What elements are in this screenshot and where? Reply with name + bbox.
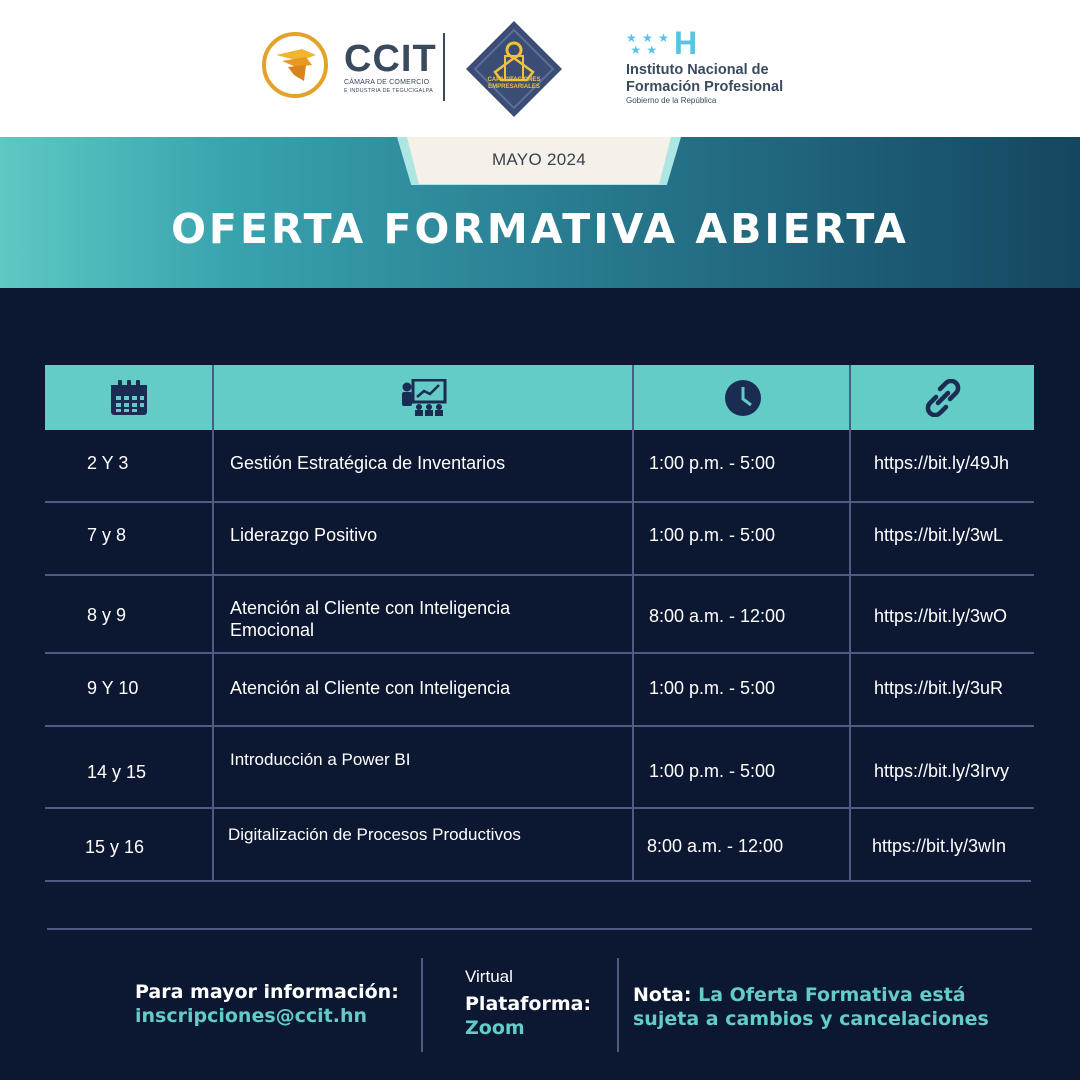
capacitaciones-label: CAPACITACIONES EMPRESARIALES [487,77,541,90]
row-separator [45,652,1034,654]
row-course: Gestión Estratégica de Inventarios [230,453,506,473]
infop-name-line2: Formación Profesional [626,79,784,95]
infop-logo [626,25,836,112]
header-link [852,365,1034,430]
row-time: 1:00 p.m. - 5:00 [649,678,776,698]
row-course: Atención al Cliente con Inteligencia [230,678,511,698]
infop-h-mark: H [674,25,698,61]
ccit-wordmark: CCIT [344,38,437,80]
row-date: 8 y 9 [87,605,127,625]
row-time: 1:00 p.m. - 5:00 [649,453,776,473]
logo-bar [0,0,1080,137]
row-course: Liderazgo Positivo [230,525,378,545]
row-separator [45,807,1034,809]
row-separator [45,880,1031,882]
row-link[interactable]: https://bit.ly/3uR [874,678,1004,698]
table-header [45,365,1034,430]
row-date: 9 Y 10 [87,678,139,698]
row-time: 8:00 a.m. - 12:00 [649,606,786,626]
row-date: 7 y 8 [87,525,127,545]
row-date: 14 y 15 [87,762,147,782]
header-date [45,365,213,430]
row-time: 1:00 p.m. - 5:00 [649,525,776,545]
ccit-wing-icon [276,49,316,81]
ccit-subtitle: CÁMARA DE COMERCIO [344,79,430,86]
col-divider [212,365,214,881]
row-date: 2 Y 3 [87,453,129,473]
col-divider [849,365,851,881]
platform-value: Zoom [465,1017,525,1039]
row-separator [45,725,1034,727]
note-text: La Oferta Formativa está sujeta a cambios y cancelaciones [633,984,989,1030]
footer-col-divider [421,958,423,1052]
row-course: Atención al Cliente con Inteligencia Emocional [230,598,511,640]
row-course: Introducción a Power BI [230,750,411,769]
row-time: 1:00 p.m. - 5:00 [649,761,776,781]
ccit-subtitle-2: E INDUSTRIA DE TEGUCIGALPA [344,88,434,94]
header-time [635,365,850,430]
row-separator [45,574,1034,576]
row-separator [45,501,1034,503]
ccit-logo [262,32,437,104]
clock-icon [724,379,762,417]
page-title: OFERTA FORMATIVA ABIERTA [171,205,909,253]
row-link[interactable]: https://bit.ly/3Irvy [874,761,1010,781]
infop-government: Gobierno de la República [626,96,717,105]
col-divider [632,365,634,881]
link-icon [924,379,962,417]
modality-label: Virtual [465,967,513,986]
note [633,983,1033,1031]
row-link[interactable]: https://bit.ly/3wO [874,606,1008,626]
footer-col-divider [617,958,619,1052]
logo-divider [443,33,445,101]
presentation-icon [401,379,447,417]
platform-label: Plataforma: [465,993,592,1015]
capacitaciones-logo [465,20,563,118]
header-course [215,365,633,430]
footer-divider [47,928,1032,930]
row-link[interactable]: https://bit.ly/3wL [874,525,1004,545]
calendar-icon [110,380,148,416]
info-label: Para mayor información: [135,981,399,1003]
contact-email[interactable]: inscripciones@ccit.hn [135,1005,368,1027]
note-label: Nota: [633,984,692,1006]
row-course: Digitalización de Procesos Productivos [228,825,521,844]
row-time: 8:00 a.m. - 12:00 [647,836,784,856]
row-link[interactable]: https://bit.ly/3wIn [872,836,1007,856]
month-label: MAYO 2024 [491,150,587,169]
row-link[interactable]: https://bit.ly/49Jh [874,453,1010,473]
infop-stars-icon: ★ ★ ★ ★ ★ [626,31,670,57]
infop-name-line1: Instituto Nacional de [626,62,769,78]
row-date: 15 y 16 [85,837,145,857]
